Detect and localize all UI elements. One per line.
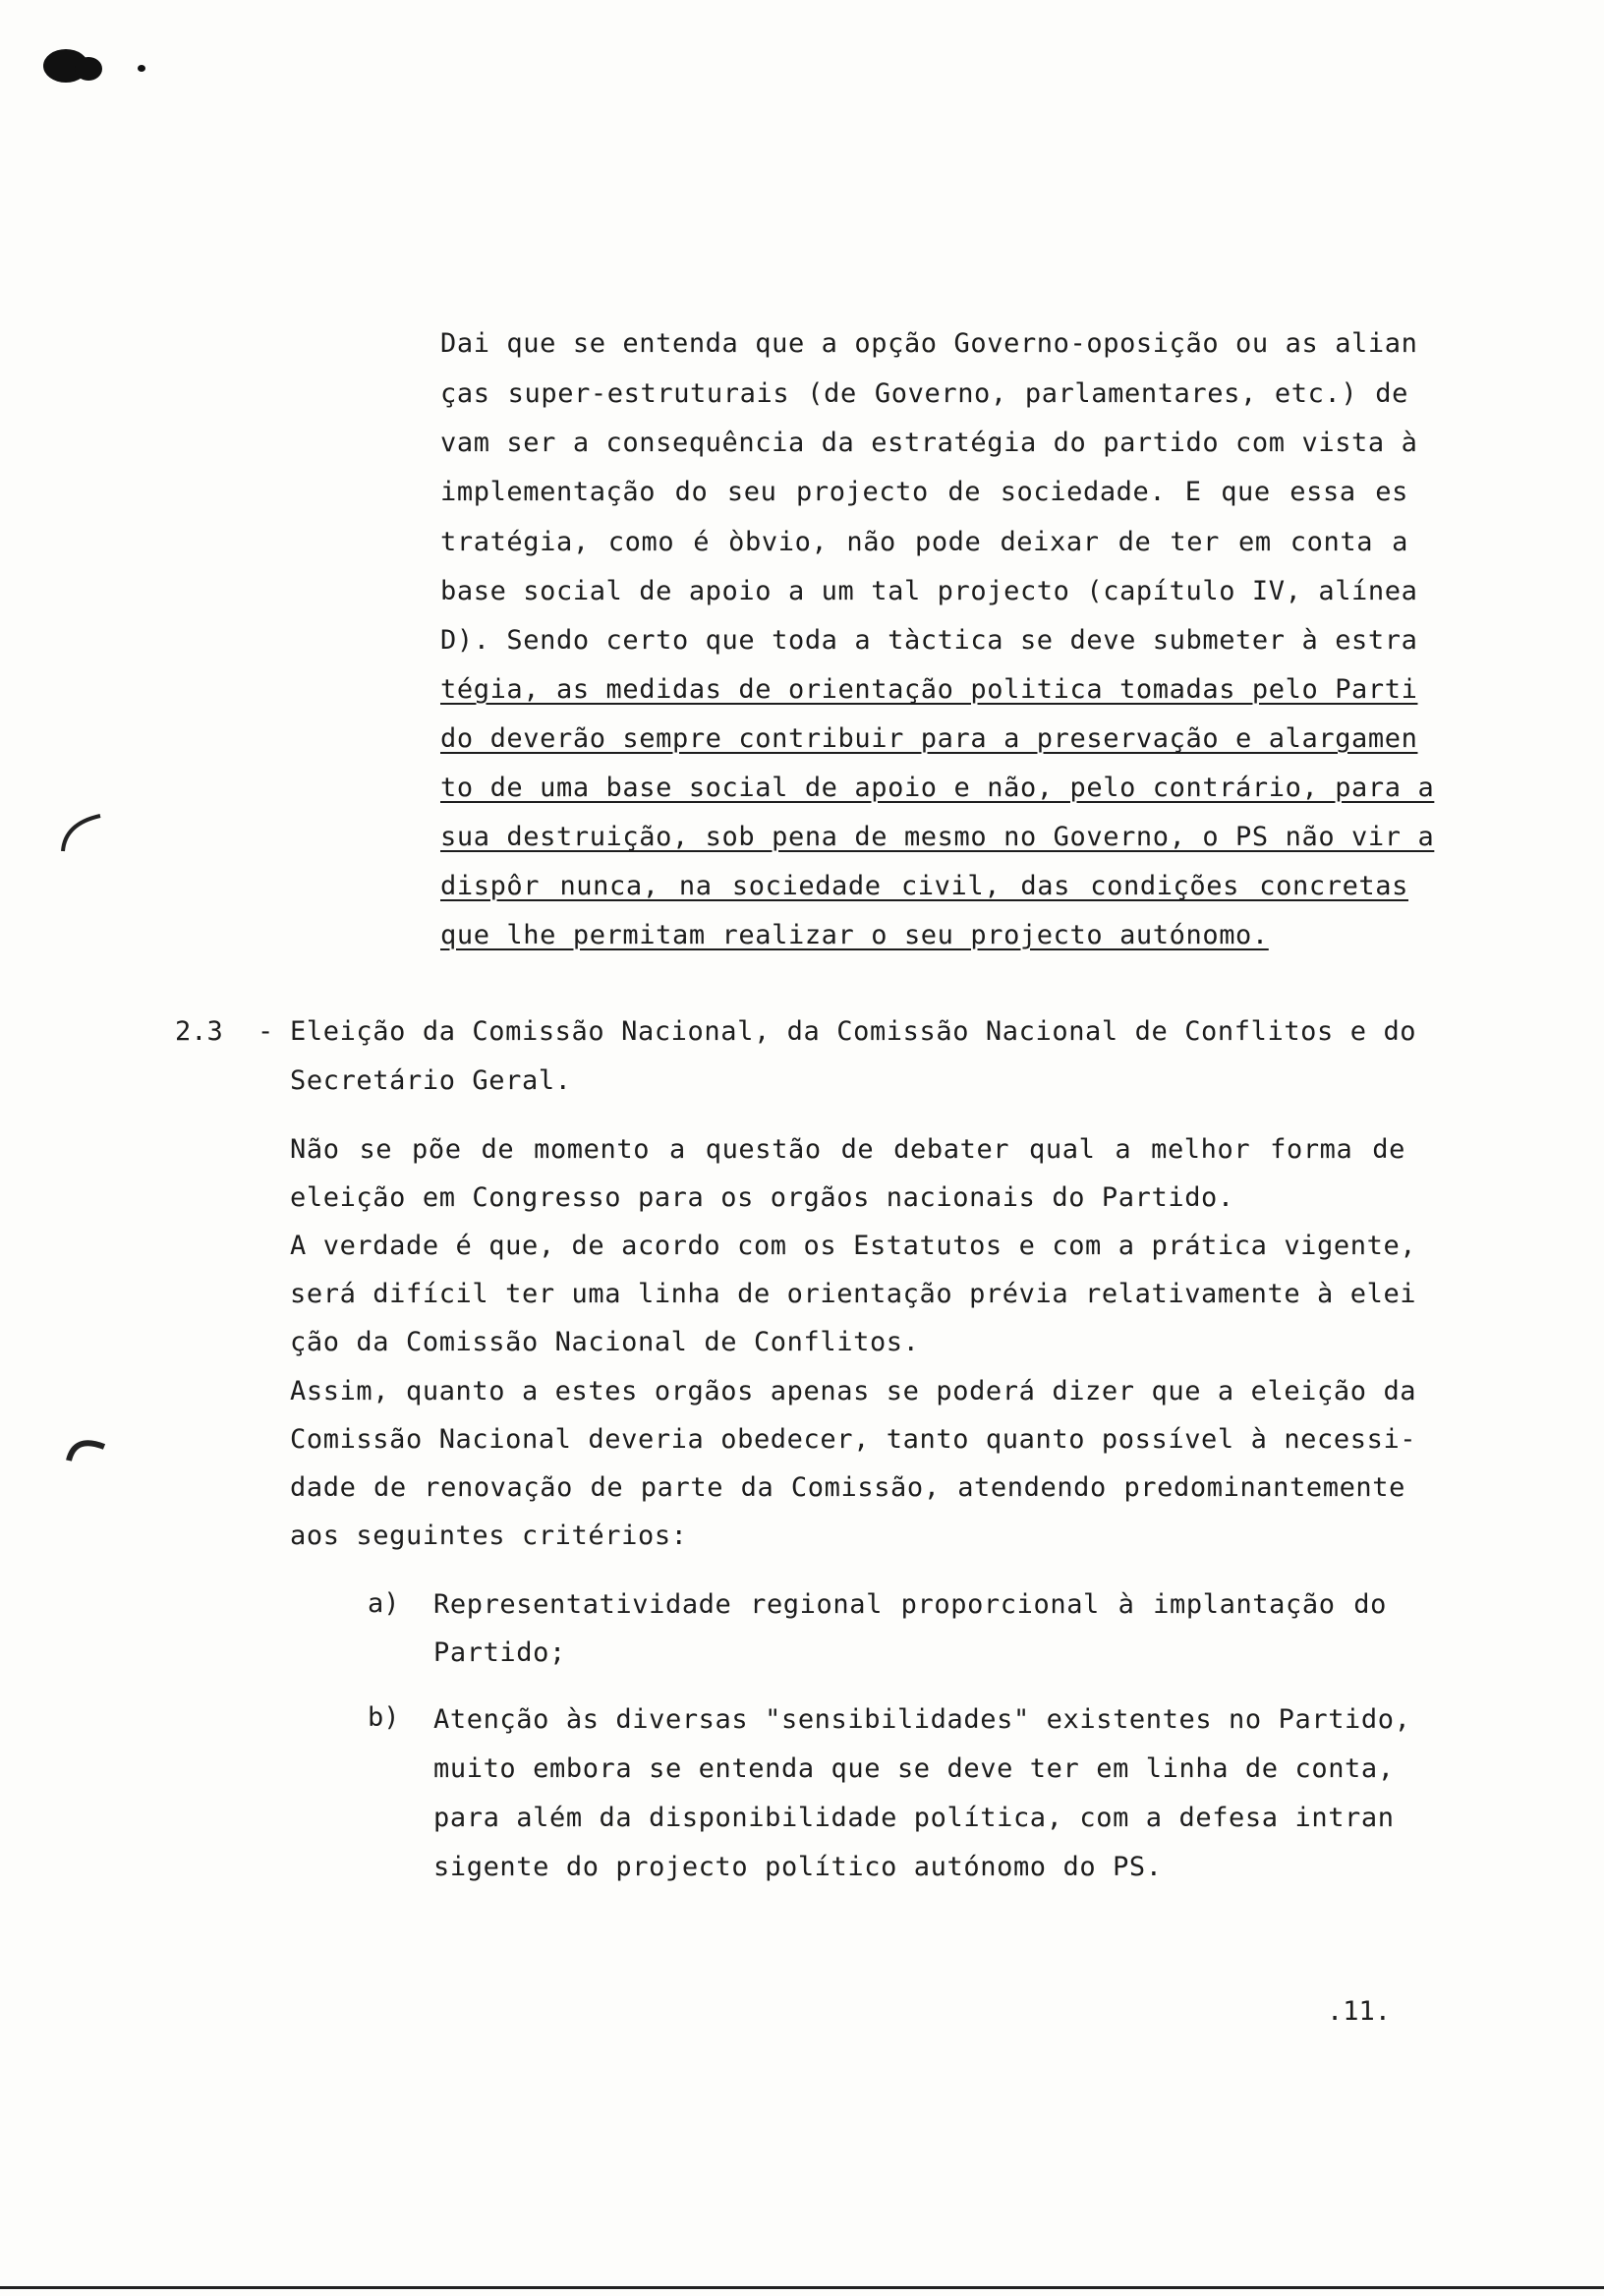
text-line: A verdade é que, de acordo com os Estatutos e com a prática vigente, [290,1231,1417,1261]
text-line: dade de renovação de parte da Comissão, atendendo predominantemente [290,1472,1405,1503]
text-line: vam ser a consequência da estratégia do partido com vista à [440,428,1418,458]
text-line: D). Sendo certo que toda a tàctica se deve submeter à estra [440,625,1418,656]
underlined-text-line: dispôr nunca, na sociedade civil, das condições concretas [440,871,1408,901]
section-title-line: Secretário Geral. [290,1065,572,1096]
section-number: 2.3 [175,1016,223,1047]
underlined-text-line: do deverão sempre contribuir para a preservação e alargamen [440,723,1418,754]
underlined-text-line: to de uma base social de apoio e não, pelo contrário, para a [440,773,1435,803]
list-item-line: muito embora se entenda que se deve ter em linha de conta, [433,1753,1395,1784]
text-line: Dai que se entenda que a opção Governo-oposição ou as alian [440,328,1418,359]
binder-clip-mark [57,806,116,855]
section-title-line: Eleição da Comissão Nacional, da Comissão Nacional de Conflitos e do [290,1016,1417,1047]
list-item-line: Partido; [433,1637,566,1668]
list-item-line: Atenção às diversas "sensibilidades" existentes no Partido, [433,1704,1411,1735]
text-line: base social de apoio a um tal projecto (capítulo IV, alínea [440,576,1418,606]
text-line: Assim, quanto a estes orgãos apenas se poderá dizer que a eleição da [290,1376,1417,1406]
binder-clip-mark [65,1425,114,1464]
text-line: será difícil ter uma linha de orientação prévia relativamente à elei [290,1279,1417,1309]
text-line: ção da Comissão Nacional de Conflitos. [290,1327,920,1357]
speck-mark [138,65,145,72]
page-number: .11. [1327,1996,1392,2027]
list-item-label: b) [368,1702,400,1733]
text-line: Não se põe de momento a questão de debater qual a melhor forma de [290,1134,1405,1165]
text-line: tratégia, como é òbvio, não pode deixar de ter em conta a [440,527,1408,557]
list-item-label: a) [368,1588,400,1619]
list-item-line: Representatividade regional proporcional à implantação do [433,1589,1387,1620]
underlined-text-line: tégia, as medidas de orientação politica tomadas pelo Parti [440,674,1418,705]
underlined-text-line: que lhe permitam realizar o seu projecto autónomo. [440,920,1269,950]
punch-hole-mark [75,57,102,81]
list-item-line: para além da disponibilidade política, com a defesa intran [433,1803,1395,1833]
section-dash: - [258,1016,274,1047]
text-line: Comissão Nacional deveria obedecer, tanto quanto possível à necessi- [290,1424,1417,1455]
bottom-edge-rule [0,2286,1604,2289]
list-item-line: sigente do projecto político autónomo do PS. [433,1852,1163,1882]
underlined-text-line: sua destruição, sob pena de mesmo no Governo, o PS não vir a [440,822,1435,852]
text-line: aos seguintes critérios: [290,1521,688,1551]
text-line: eleição em Congresso para os orgãos nacionais do Partido. [290,1182,1234,1213]
text-line: implementação do seu projecto de sociedade. E que essa es [440,477,1408,507]
text-line: ças super-estruturais (de Governo, parlamentares, etc.) de [440,378,1408,409]
